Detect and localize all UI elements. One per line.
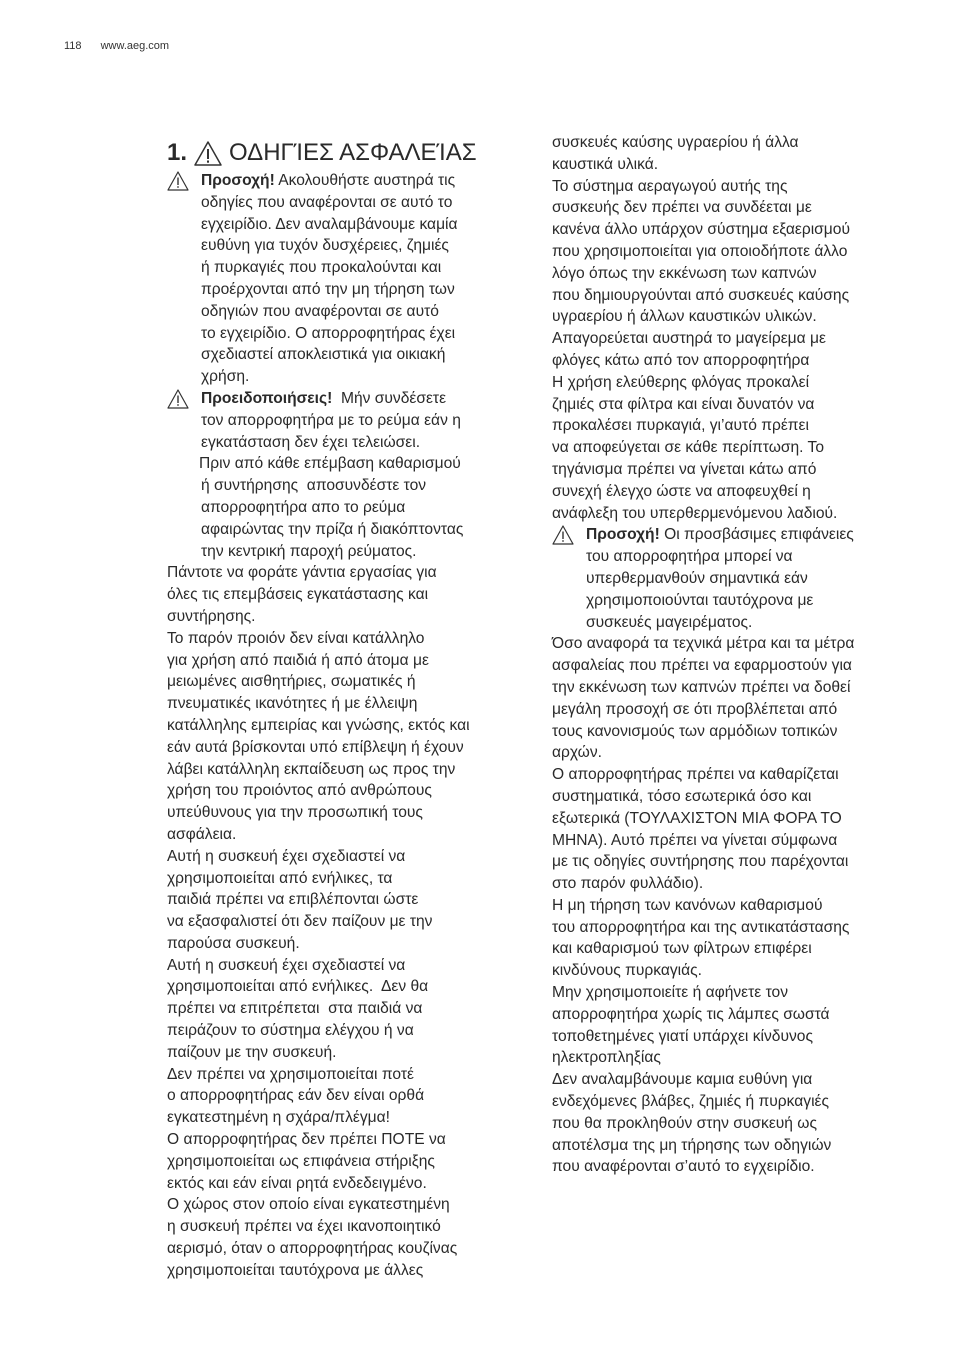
- text-line: μεγάλη προσοχή σε ότι προβλέπεται από: [552, 700, 838, 718]
- text-line: εγκατάσταση δεν έχει τελειώσει.: [201, 433, 421, 451]
- text-line: ενδεχόμενες βλάβες, ζημιές ή πυρκαγιές: [552, 1093, 830, 1111]
- text-line: ευθύνη για τυχόν δυσχέρειες, ζημιές: [201, 237, 449, 255]
- text-line: του απορροφητήρα και της αντικατάστασης: [552, 918, 850, 936]
- text-line: χρήση.: [201, 368, 250, 386]
- text-line: Όσο αναφορά τα τεχνικά μέτρα και τα μέτρα: [552, 635, 855, 653]
- text-line: συσκευές καύσης υγραερίου ή άλλα: [552, 134, 799, 151]
- text-line: αφαιρώντας την πρίζα ή διακόπτοντας: [201, 520, 464, 538]
- text-line: με τις οδηγίες συντήρησης που παρέχονται: [552, 853, 849, 871]
- text-line: για χρήση από παιδιά ή από άτομα με: [167, 651, 429, 669]
- text-line: Δεν αναλαμβάνουμε καμια ευθύνη για: [552, 1071, 813, 1089]
- text-line: ο απορροφητήρας εάν δεν είναι ορθά: [167, 1087, 425, 1105]
- text-line: σχεδιαστεί αποκλειστικά για οικιακή: [201, 346, 446, 364]
- right-column: [552, 132, 912, 1178]
- warning-label: Προσοχή!: [586, 526, 660, 544]
- text-line: Το παρόν προιόν δεν είναι κατάλληλο: [167, 629, 425, 647]
- text-line: να αποφεύγεται σε κάθε περίπτωση. Το: [552, 439, 825, 457]
- text-line: στο παρόν φυλλάδιο).: [552, 875, 704, 893]
- text-line: φλόγες κάτω από τον απορροφητήρα: [552, 351, 810, 369]
- warning-icon: [552, 525, 574, 545]
- section-title: ΟΔΗΓΊΕΣ ΑΣΦΑΛΕΊΑΣ: [229, 139, 477, 166]
- warning-icon: [167, 389, 189, 409]
- text-line: χρησιμοποιείται ταυτόχρονα με άλλες: [167, 1261, 424, 1279]
- text-line: ηλεκτροπληξίας: [552, 1049, 661, 1067]
- section-heading: [167, 137, 477, 169]
- text-line: χρησιμοποιείται ως επιφάνεια στήριξης: [167, 1152, 435, 1170]
- text-line: κατάλληλης εμπειρίας και γνώσης, εκτός και: [167, 716, 470, 734]
- text-line: Αυτή η συσκευή έχει σχεδιαστεί να: [167, 956, 406, 974]
- text-line: Η χρήση ελεύθερης φλόγας προκαλεί: [552, 373, 810, 391]
- text-line: προέρχονται από την μη τήρηση των: [201, 280, 455, 298]
- text-line: χρήση του προιόντος από ανθρώπους: [167, 782, 432, 800]
- text-line: απορροφητήρα χωρίς τις λάμπες σωστά: [552, 1005, 830, 1023]
- text-line: απορροφητήρα απο το ρεύμα: [201, 498, 406, 516]
- text-line: Δεν πρέπει να χρησιμοποιείται ποτέ: [167, 1065, 414, 1083]
- text-line: ή πυρκαγιές που προκαλούνται και: [201, 259, 442, 277]
- warning-label: Προσοχή!: [201, 172, 275, 189]
- text-line: Πάντοτε να φοράτε γάντια εργασίας για: [167, 564, 437, 582]
- text-line: τον απορροφητήρα με το ρεύμα εάν η: [201, 411, 461, 429]
- text-line: εάν αυτά βρίσκονται υπό επίβλεψη ή έχουν: [167, 738, 464, 756]
- text-line: Η μη τήρηση των κανόνων καθαρισμού: [552, 896, 823, 914]
- warning-label: Προειδοποιήσεις!: [201, 389, 333, 407]
- text-line: που δημιουργούνται από συσκευές καύσης: [552, 286, 850, 304]
- body-text: [167, 562, 527, 1281]
- text-line: ασφάλεια.: [167, 825, 237, 843]
- text-line: λόγο όπως την εκκένωση των καπνών: [552, 264, 817, 282]
- text-line: προκαλέσει πυρκαγιά, γι’αυτό πρέπει: [552, 417, 809, 435]
- section-number: 1.: [167, 139, 188, 166]
- left-column: [167, 170, 527, 1282]
- text-line: πνευματικές ικανότητες ή με έλλειψη: [167, 695, 418, 713]
- text-line: χρησιμοποιούνται ταυτόχρονα με: [586, 591, 814, 609]
- website-url: www.aeg.com: [100, 40, 170, 52]
- text-line: συντήρησης.: [167, 607, 256, 625]
- page-number: 118: [64, 40, 82, 52]
- text-line: μειωμένες αισθητήριες, σωματικές ή: [167, 673, 416, 691]
- page-header: [64, 40, 169, 52]
- warning-icon: [167, 171, 189, 191]
- text-line: αρχών.: [552, 744, 602, 762]
- text-line: η συσκευή πρέπει να έχει ικανοποιητικό: [167, 1218, 441, 1236]
- text-line: υπεύθυνους για την προσωπική τους: [167, 804, 423, 822]
- text-line: που θα προκληθούν στην συσκευή ως: [552, 1114, 817, 1132]
- text-line: ή συντήρησης αποσυνδέστε τον: [201, 477, 427, 495]
- text-line: την εκκένωση των καπνών πρέπει να δοθεί: [552, 678, 851, 696]
- text-line: να εξασφαλιστεί ότι δεν παίζουν με την: [167, 913, 433, 931]
- text-line: ΜΗΝΑ). Αυτό πρέπει να γίνεται σύμφωνα: [552, 831, 838, 849]
- text-line: το εγχειρίδιο. Ο απορροφητήρας έχει: [201, 324, 456, 342]
- text-line: Ο απορροφητήρας δεν πρέπει ΠΟΤΕ να: [167, 1131, 446, 1149]
- text-line: τοποθετημένες γιατί υπάρχει κίνδυνος: [552, 1027, 813, 1045]
- text-line: παρούσα συσκευή.: [167, 934, 300, 952]
- text-line: όλες τις επεμβάσεις εγκατάστασης και: [167, 586, 429, 604]
- text-line: υγραερίου ή άλλων καυστικών υλικών.: [552, 308, 817, 326]
- text-line: λάβει κατάλληλη εκπαίδευση ως προς την: [167, 760, 456, 778]
- text-line: καυστικά υλικά.: [552, 155, 659, 173]
- text-line: παιδιά πρέπει να επιβλέπονται ώστε: [167, 891, 419, 909]
- text-line: εγκατεστημένη η σχάρα/πλέγμα!: [167, 1109, 390, 1127]
- text-line: εκτός και εάν είναι ρητά ενδεδειγμένο.: [167, 1174, 427, 1192]
- text-line: συσκευές μαγειρέματος.: [586, 613, 753, 631]
- text-line: και καθαρισμού των φίλτρων επιφέρει: [552, 940, 812, 958]
- text-line: συστηματικά, τόσο εσωτερικά όσο και: [552, 787, 812, 805]
- text-line: που αναφέρονται σ’αυτό το εγχειρίδιο.: [552, 1158, 815, 1176]
- text-line: χρησιμοποιείται από ενήλικες, τα: [167, 869, 393, 887]
- text-line: τηγάνισμα πρέπει να γίνεται κάτω από: [552, 460, 817, 478]
- text-line: οδηγιών που αναφέρονται σε αυτό: [201, 302, 439, 320]
- text-line: ασφαλείας που πρέπει να εφαρμοστούν για: [552, 657, 852, 675]
- text-line: Αυτή η συσκευή έχει σχεδιαστεί να: [167, 847, 406, 865]
- text-line: Οι προσβάσιμες επιφάνειες: [659, 526, 854, 544]
- text-line: παίζουν με την συσκευή.: [167, 1043, 337, 1061]
- warning-block: [552, 524, 912, 633]
- text-line: Ο χώρος στον οποίο είναι εγκατεστημένη: [167, 1196, 450, 1214]
- text-line: Το σύστημα αεραγωγού αυτής της: [552, 177, 788, 195]
- text-line: χρησιμοποιείται από ενήλικες. Δεν θα: [167, 978, 429, 996]
- text-line: του απορροφητήρα μπορεί να: [586, 548, 793, 566]
- text-line: πρέπει να επιτρέπεται στα παιδιά να: [167, 1000, 423, 1018]
- text-line: Μην χρησιμοποιείτε ή αφήνετε τον: [552, 984, 788, 1002]
- text-line: που χρησιμοποιείται για οποιοδήποτε άλλο: [552, 242, 848, 260]
- text-line: οδηγίες που αναφέρονται σε αυτό το: [201, 193, 453, 211]
- text-line: υπερθερμανθούν σημαντικά εάν: [586, 569, 808, 587]
- body-text: [552, 132, 912, 524]
- text-line: αποτέλσμα της μη τήρησης των οδηγιών: [552, 1136, 832, 1154]
- text-line: εγχειρίδιο. Δεν αναλαμβάνουμε καμία: [201, 215, 458, 233]
- text-line: Μήν συνδέσετε: [332, 389, 447, 407]
- text-line: κινδύνους πυρκαγιάς.: [552, 962, 703, 980]
- text-line: Απαγορεύεται αυστηρά το μαγείρεμα με: [552, 330, 826, 348]
- text-line: ζημιές στα φίλτρα και είναι δυνατόν να: [552, 395, 815, 413]
- text-line: τους κανονισμούς των αρμόδιων τοπικών: [552, 722, 838, 740]
- warning-triangle-icon: [193, 140, 223, 167]
- text-line: αερισμό, όταν ο απορροφητήρας κουζίνας: [167, 1240, 458, 1258]
- text-line: συσκευής δεν πρέπει να συνδέεται με: [552, 199, 812, 217]
- text-line: πειράζουν το σύστημα ελέγχου ή να: [167, 1022, 414, 1040]
- text-line: συνεχή έλεγχο ώστε να αποφευχθεί η: [552, 482, 811, 500]
- text-line: Ο απορροφητήρας πρέπει να καθαρίζεται: [552, 766, 839, 784]
- warning-block: [167, 388, 527, 562]
- text-line: Πριν από κάθε επέμβαση καθαρισμού: [199, 455, 461, 473]
- text-line: κανένα άλλο υπάρχον σύστημα εξαερισμού: [552, 221, 850, 239]
- text-line: εξωτερικά (ΤΟΥΛΑΧΙΣΤΟΝ ΜΙΑ ΦΟΡΑ ΤΟ: [552, 809, 842, 827]
- warning-block: [167, 170, 527, 388]
- text-line: ανάφλεξη του υπερθερμενόμενου λαδιού.: [552, 504, 838, 522]
- body-text: [552, 633, 912, 1178]
- text-line: την κεντρική παροχή ρεύματος.: [201, 542, 417, 560]
- text-line: Ακολουθήστε αυστηρά τις: [274, 172, 456, 189]
